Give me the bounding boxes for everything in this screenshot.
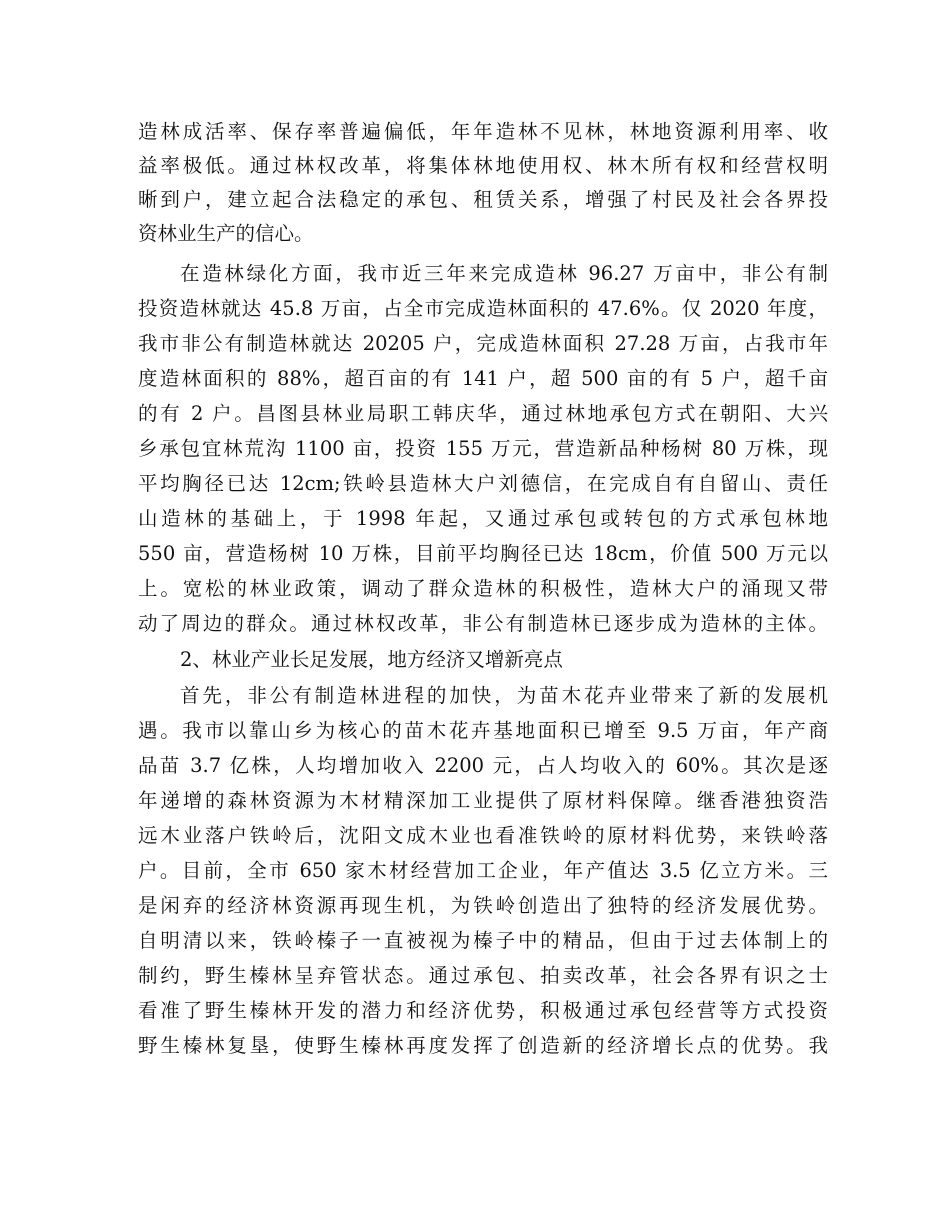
text-line: 平均胸径已达 12cm;铁岭县造林大户刘德信，在完成自有自留山、责任 bbox=[138, 472, 828, 495]
text-line: 在造林绿化方面，我市近三年来完成造林 96.27 万亩中，非公有制 bbox=[180, 262, 828, 285]
text-line: 野生榛林复垦，使野生榛林再度发挥了创造新的经济增长点的优势。我 bbox=[138, 1034, 828, 1057]
text-line: 度造林面积的 88%，超百亩的有 141 户，超 500 亩的有 5 户，超千亩 bbox=[138, 367, 828, 390]
text-line: 户。目前，全市 650 家木材经营加工企业，年产值达 3.5 亿立方米。三 bbox=[138, 859, 828, 882]
text-line: 上。宽松的林业政策，调动了群众造林的积极性，造林大户的涌现又带 bbox=[138, 577, 828, 600]
text-line: 造林成活率、保存率普遍偏低，年年造林不见林，林地资源利用率、收 bbox=[138, 120, 828, 143]
text-line: 首先，非公有制造林进程的加快，为苗木花卉业带来了新的发展机 bbox=[180, 684, 828, 707]
text-line: 遇。我市以靠山乡为核心的苗木花卉基地面积已增至 9.5 万亩，年产商 bbox=[138, 719, 828, 742]
text-line: 投资造林就达 45.8 万亩，占全市完成造林面积的 47.6%。仅 2020 年度， bbox=[138, 297, 828, 320]
section-heading: 2、林业产业长足发展，地方经济又增新亮点 bbox=[180, 648, 563, 671]
text-line: 山造林的基础上，于 1998 年起，又通过承包或转包的方式承包林地 bbox=[138, 507, 828, 530]
text-line: 晰到户，建立起合法稳定的承包、租赁关系，增强了村民及社会各界投 bbox=[138, 188, 828, 211]
text-line: 看准了野生榛林开发的潜力和经济优势，积极通过承包经营等方式投资 bbox=[138, 999, 828, 1022]
text-line: 制约，野生榛林呈弃管状态。通过承包、拍卖改革，社会各界有识之士 bbox=[138, 964, 828, 987]
text-line: 益率极低。通过林权改革，将集体林地使用权、林木所有权和经营权明 bbox=[138, 154, 828, 177]
text-line: 的有 2 户。昌图县林业局职工韩庆华，通过林地承包方式在朝阳、大兴 bbox=[138, 402, 828, 425]
text-line: 乡承包宜林荒沟 1100 亩，投资 155 万元，营造新品种杨树 80 万株，现 bbox=[138, 437, 828, 460]
text-line: 远木业落户铁岭后，沈阳文成木业也看准铁岭的原材料优势，来铁岭落 bbox=[138, 824, 828, 847]
text-line: 我市非公有制造林就达 20205 户，完成造林面积 27.28 万亩，占我市年 bbox=[138, 332, 828, 355]
text-line: 自明清以来，铁岭榛子一直被视为榛子中的精品，但由于过去体制上的 bbox=[138, 929, 828, 952]
text-line: 动了周边的群众。通过林权改革，非公有制造林已逐步成为造林的主体。 bbox=[138, 612, 828, 635]
text-line: 是闲弃的经济林资源再现生机，为铁岭创造出了独特的经济发展优势。 bbox=[138, 894, 828, 917]
text-line: 550 亩，营造杨树 10 万株，目前平均胸径已达 18cm，价值 500 万元以 bbox=[138, 542, 828, 565]
text-line: 品苗 3.7 亿株，人均增加收入 2200 元，占人均收入的 60%。其次是逐 bbox=[138, 754, 828, 777]
text-line: 资林业生产的信心。 bbox=[138, 222, 314, 245]
text-line: 年递增的森林资源为木材精深加工业提供了原材料保障。继香港独资浩 bbox=[138, 789, 828, 812]
